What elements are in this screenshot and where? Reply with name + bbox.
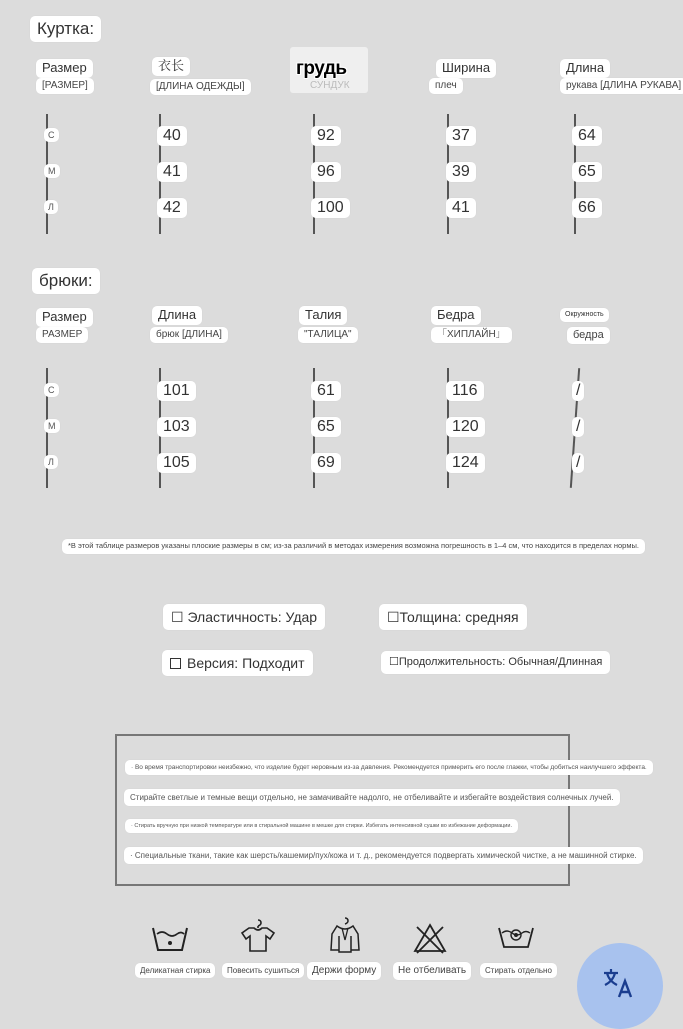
jacket-chest-l: 100 [311, 198, 350, 218]
wash-separately-icon [496, 922, 536, 950]
pants-header-length: Длина [152, 306, 202, 325]
jacket-header-length-sub: [ДЛИНА ОДЕЖДЫ] [150, 79, 251, 95]
jacket-size-l: Л [44, 200, 58, 214]
care-label-keep-shape: Держи форму [307, 962, 381, 980]
feature-length: ☐Продолжительность: Обычная/Длинная [381, 651, 610, 674]
hanging-coat-icon [327, 916, 363, 954]
jacket-header-sleeve: Длина [560, 59, 610, 78]
jacket-length-l: 42 [157, 198, 187, 218]
pants-hips-l: 124 [446, 453, 485, 473]
care-label-hang-dry: Повесить сушиться [222, 963, 304, 978]
checkbox-icon [170, 658, 181, 669]
jacket-sleeve-l: 66 [572, 198, 602, 218]
pants-header-length-sub: брюк [ДЛИНА] [150, 327, 228, 343]
jacket-header-size: Размер [36, 59, 93, 78]
pants-hips-s: 116 [446, 381, 484, 401]
measurement-note: *В этой таблице размеров указаны плоские размеры в см; из-за различий в методах измерения возможна погрешность в 1–4 см, что находится в пределах нормы. [62, 539, 645, 554]
feature-thickness: ☐Толщина: средняя [379, 604, 527, 630]
jacket-chest-s: 92 [311, 126, 341, 146]
pants-thigh-s: / [572, 381, 584, 401]
pants-header-size-sub: РАЗМЕР [36, 327, 88, 343]
jacket-header-length: 衣长 [152, 57, 190, 76]
pants-header-hips-sub: 「ХИПЛАЙН」 [431, 327, 512, 343]
pants-header-thigh-sub: бедра [567, 327, 610, 344]
feature-fit-label: Версия: Подходит [187, 655, 305, 671]
pants-waist-s: 61 [311, 381, 341, 401]
care-note-4: · Специальные ткани, такие как шерсть/кашемир/пух/кожа и т. д., рекомендуется подвергать химической чистке, а не машинной стирке. [124, 847, 643, 864]
jacket-header-shoulder: Ширина [436, 59, 496, 78]
jacket-header-chest: грудь [296, 58, 347, 79]
wash-tub-icon [150, 922, 190, 954]
pants-waist-m: 65 [311, 417, 341, 437]
feature-elasticity: ☐ Эластичность: Удар [163, 604, 325, 630]
jacket-header-shoulder-sub: плеч [429, 78, 463, 94]
care-label-no-bleach: Не отбеливать [393, 962, 471, 980]
hanger-shirt-icon [239, 918, 277, 954]
pants-length-m: 103 [157, 417, 196, 437]
jacket-sleeve-s: 64 [572, 126, 602, 146]
pants-title: брюки: [32, 268, 100, 294]
pants-header-thigh: Окружность [560, 308, 609, 322]
care-note-2: Стирайте светлые и темные вещи отдельно, не замачивайте надолго, не отбеливайте и избегайте воздействия солнечных лучей. [124, 789, 620, 806]
pants-size-m: М [44, 419, 60, 433]
pants-thigh-m: / [572, 417, 584, 437]
pants-header-waist-sub: "ТАЛИЦА" [298, 327, 358, 343]
jacket-shoulder-m: 39 [446, 162, 476, 182]
jacket-header-sleeve-sub: рукава [ДЛИНА РУКАВА] [560, 78, 683, 94]
care-note-3: · Стирать вручную при низкой температуре или в стиральной машине в мешке для стирки. Избегать интенсивной сушки во избежание деформации. [125, 819, 518, 833]
jacket-size-s: С [44, 128, 59, 142]
jacket-shoulder-l: 41 [446, 198, 476, 218]
pants-header-size: Размер [36, 308, 93, 327]
care-label-wash-separately: Стирать отдельно [480, 963, 557, 978]
pants-thigh-l: / [572, 453, 584, 473]
pants-header-waist: Талия [299, 306, 347, 325]
translate-icon [601, 965, 637, 1001]
jacket-shoulder-s: 37 [446, 126, 476, 146]
jacket-sleeve-m: 65 [572, 162, 602, 182]
feature-fit [162, 650, 313, 676]
jacket-size-m: М [44, 164, 60, 178]
pants-hips-m: 120 [446, 417, 485, 437]
jacket-chest-m: 96 [311, 162, 341, 182]
pants-size-l: Л [44, 455, 58, 469]
pants-length-s: 101 [157, 381, 196, 401]
no-bleach-icon [412, 922, 448, 954]
jacket-header-size-sub: [РАЗМЕР] [36, 78, 94, 94]
pants-length-l: 105 [157, 453, 196, 473]
pants-waist-l: 69 [311, 453, 341, 473]
pants-header-hips: Бедра [431, 306, 481, 325]
jacket-length-s: 40 [157, 126, 187, 146]
care-label-delicate: Деликатная стирка [135, 963, 215, 978]
pants-size-s: С [44, 383, 59, 397]
jacket-header-chest-sub: СУНДУК [310, 80, 350, 91]
jacket-length-m: 41 [157, 162, 187, 182]
care-note-1: · Во время транспортировки неизбежно, что изделие будет неровным из-за давления. Рекомендуется примерить его после глажки, чтобы добиться наилучшего эффекта. [125, 760, 653, 775]
jacket-title: Куртка: [30, 16, 101, 42]
translate-button[interactable] [577, 943, 663, 1029]
